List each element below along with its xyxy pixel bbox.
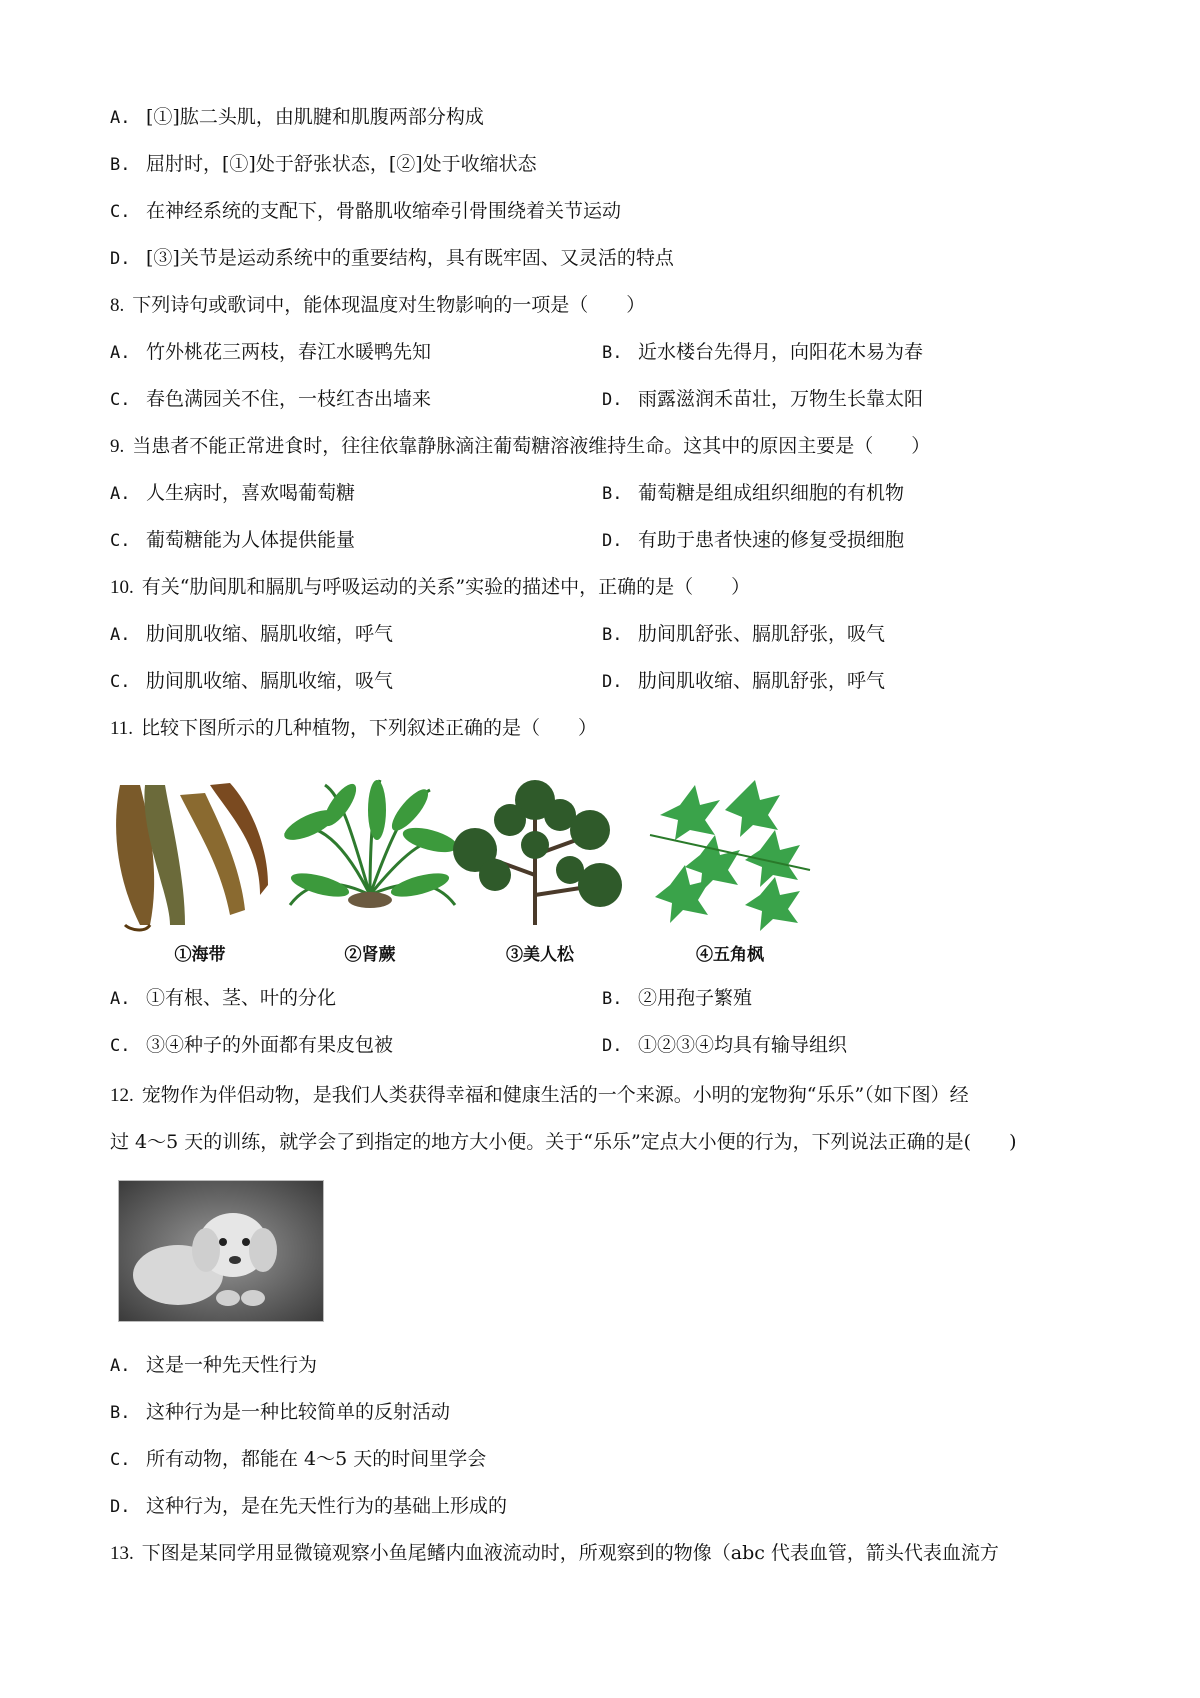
q8-stem bbox=[110, 293, 645, 318]
q9-option-c bbox=[110, 528, 355, 553]
q9-option-b bbox=[602, 481, 904, 506]
option-text: 近水楼台先得月，向阳花木易为春 bbox=[638, 341, 924, 363]
q7-option-d bbox=[110, 246, 674, 271]
option-text: 这是一种先天性行为 bbox=[146, 1354, 318, 1376]
q8-option-b bbox=[602, 340, 923, 365]
option-text: 雨露滋润禾苗壮，万物生长靠太阳 bbox=[638, 388, 924, 410]
option-letter: C. bbox=[110, 531, 131, 551]
q10-option-c bbox=[110, 669, 393, 694]
option-letter: B. bbox=[602, 625, 623, 645]
caption-maple: ④五角枫 bbox=[696, 945, 764, 965]
option-text: 肋间肌收缩、膈肌舒张，呼气 bbox=[638, 670, 886, 692]
q8-option-a bbox=[110, 340, 431, 365]
question-text: 下图是某同学用显微镜观察小鱼尾鳍内血液流动时，所观察到的物像（abc 代表血管，箭头代表血流方 bbox=[141, 1542, 999, 1564]
option-text: [①]肱二头肌，由肌腱和肌腹两部分构成 bbox=[146, 106, 484, 128]
q7-option-b bbox=[110, 152, 537, 177]
option-letter: D. bbox=[602, 531, 623, 551]
question-text: 比较下图所示的几种植物，下列叙述正确的是（ ） bbox=[141, 717, 598, 739]
q11-stem bbox=[110, 716, 597, 741]
option-letter: D. bbox=[110, 1497, 131, 1517]
option-text: 所有动物，都能在 4～5 天的时间里学会 bbox=[146, 1448, 487, 1470]
option-text: [③]关节是运动系统中的重要结构，具有既牢固、又灵活的特点 bbox=[146, 247, 674, 269]
option-text: 肋间肌舒张、膈肌舒张，吸气 bbox=[638, 623, 886, 645]
option-letter: A. bbox=[110, 484, 131, 504]
option-letter: D. bbox=[110, 249, 131, 269]
q12-option-a bbox=[110, 1353, 317, 1378]
fern-image bbox=[280, 775, 460, 965]
option-letter: A. bbox=[110, 343, 131, 363]
option-text: 有助于患者快速的修复受损细胞 bbox=[638, 529, 905, 551]
maple-image bbox=[640, 775, 820, 965]
q10-stem bbox=[110, 575, 750, 600]
dog-photo bbox=[118, 1180, 324, 1322]
option-text: 葡萄糖能为人体提供能量 bbox=[146, 529, 356, 551]
question-text: 有关“肋间肌和膈肌与呼吸运动的关系”实验的描述中，正确的是（ ） bbox=[141, 576, 751, 598]
q12-option-d bbox=[110, 1494, 507, 1519]
q12-option-c bbox=[110, 1447, 486, 1472]
option-text: ②用孢子繁殖 bbox=[638, 987, 753, 1009]
option-letter: A. bbox=[110, 108, 131, 128]
kelp-image bbox=[110, 775, 290, 965]
q9-option-a bbox=[110, 481, 355, 506]
option-letter: B. bbox=[602, 989, 623, 1009]
caption-fern: ②肾蕨 bbox=[344, 945, 396, 965]
q7-option-c bbox=[110, 199, 621, 224]
option-letter: A. bbox=[110, 989, 131, 1009]
option-text: ①②③④均具有输导组织 bbox=[638, 1034, 848, 1056]
option-letter: C. bbox=[110, 672, 131, 692]
q8-option-d bbox=[602, 387, 923, 412]
caption-kelp: ①海带 bbox=[174, 945, 226, 965]
option-text: 这种行为，是在先天性行为的基础上形成的 bbox=[146, 1495, 508, 1517]
option-text: ①有根、茎、叶的分化 bbox=[146, 987, 337, 1009]
option-text: 肋间肌收缩、膈肌收缩，吸气 bbox=[146, 670, 394, 692]
option-text: 这种行为是一种比较简单的反射活动 bbox=[146, 1401, 451, 1423]
question-text: 当患者不能正常进食时，往往依靠静脉滴注葡萄糖溶液维持生命。这其中的原因主要是（ ） bbox=[132, 435, 931, 457]
option-letter: C. bbox=[110, 390, 131, 410]
option-letter: D. bbox=[602, 672, 623, 692]
option-letter: C. bbox=[110, 202, 131, 222]
option-letter: C. bbox=[110, 1450, 131, 1470]
question-number: 13. bbox=[110, 1543, 134, 1564]
q13-stem bbox=[110, 1541, 999, 1566]
option-letter: B. bbox=[110, 155, 131, 175]
q11-option-d bbox=[602, 1033, 847, 1058]
question-text: 过 4～5 天的训练，就学会了到指定的地方大小便。关于“乐乐”定点大小便的行为，下列说法正确的是( ) bbox=[110, 1131, 1017, 1153]
q10-option-a bbox=[110, 622, 393, 647]
option-text: 屈肘时，[①]处于舒张状态，[②]处于收缩状态 bbox=[146, 153, 537, 175]
option-letter: C. bbox=[110, 1036, 131, 1056]
q12-option-b bbox=[110, 1400, 450, 1425]
option-letter: B. bbox=[602, 343, 623, 363]
question-number: 8. bbox=[110, 295, 125, 316]
option-text: 竹外桃花三两枝，春江水暖鸭先知 bbox=[146, 341, 432, 363]
option-letter: A. bbox=[110, 625, 131, 645]
plant-figure bbox=[110, 775, 890, 965]
q10-option-d bbox=[602, 669, 885, 694]
option-text: 春色满园关不住，一枝红杏出墙来 bbox=[146, 388, 432, 410]
option-letter: D. bbox=[602, 390, 623, 410]
q12-stem-line1 bbox=[110, 1083, 969, 1108]
option-text: 肋间肌收缩、膈肌收缩，呼气 bbox=[146, 623, 394, 645]
option-letter: B. bbox=[110, 1403, 131, 1423]
option-text: ③④种子的外面都有果皮包被 bbox=[146, 1034, 394, 1056]
question-number: 9. bbox=[110, 436, 125, 457]
question-number: 12. bbox=[110, 1085, 134, 1106]
q8-option-c bbox=[110, 387, 431, 412]
option-text: 在神经系统的支配下，骨骼肌收缩牵引骨围绕着关节运动 bbox=[146, 200, 622, 222]
option-letter: D. bbox=[602, 1036, 623, 1056]
option-letter: B. bbox=[602, 484, 623, 504]
q12-stem-line2 bbox=[110, 1130, 1017, 1154]
question-number: 11. bbox=[110, 718, 134, 739]
q9-option-d bbox=[602, 528, 904, 553]
pine-image bbox=[450, 775, 630, 965]
option-text: 葡萄糖是组成组织细胞的有机物 bbox=[638, 482, 905, 504]
question-text: 下列诗句或歌词中，能体现温度对生物影响的一项是（ ） bbox=[132, 294, 646, 316]
q9-stem bbox=[110, 434, 930, 459]
question-text: 宠物作为伴侣动物，是我们人类获得幸福和健康生活的一个来源。小明的宠物狗“乐乐”（如下图）经 bbox=[141, 1084, 969, 1106]
option-text: 人生病时，喜欢喝葡萄糖 bbox=[146, 482, 356, 504]
q7-option-a bbox=[110, 105, 484, 130]
q11-option-b bbox=[602, 986, 752, 1011]
q10-option-b bbox=[602, 622, 885, 647]
caption-pine: ③美人松 bbox=[506, 945, 574, 965]
option-letter: A. bbox=[110, 1356, 131, 1376]
question-number: 10. bbox=[110, 577, 134, 598]
q11-option-c bbox=[110, 1033, 393, 1058]
q11-option-a bbox=[110, 986, 336, 1011]
